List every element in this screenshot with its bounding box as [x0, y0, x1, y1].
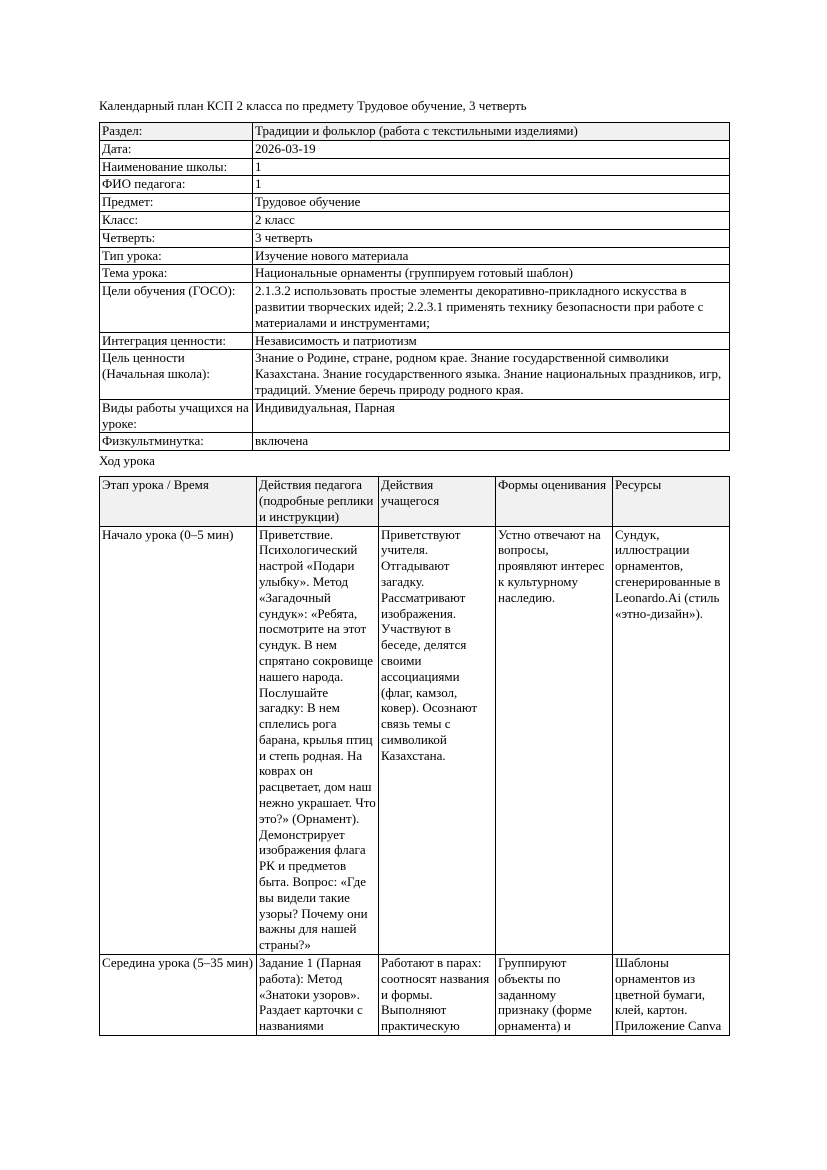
info-row-label: ФИО педагога:	[100, 176, 253, 194]
table-row	[100, 194, 730, 212]
info-row-value: Независимость и патриотизм	[253, 332, 730, 350]
info-row-value: Традиции и фольклор (работа с текстильными изделиями)	[253, 123, 730, 141]
info-row-value: 3 четверть	[253, 229, 730, 247]
document-page	[99, 97, 729, 1036]
table-row	[100, 399, 730, 433]
table-row	[100, 955, 730, 1036]
info-row-label: Цель ценности (Начальная школа):	[100, 350, 253, 399]
info-row-label: Интеграция ценности:	[100, 332, 253, 350]
info-row-label: Тип урока:	[100, 247, 253, 265]
info-row-value: 1	[253, 158, 730, 176]
info-row-label: Тема урока:	[100, 265, 253, 283]
table-row	[100, 176, 730, 194]
table-row	[100, 526, 730, 955]
assessment-cell: Группируют объекты по заданному признаку (форме орнамента) и	[496, 955, 613, 1036]
info-row-label: Дата:	[100, 140, 253, 158]
table-row	[100, 265, 730, 283]
stage-cell: Начало урока (0–5 мин)	[100, 526, 257, 955]
info-row-label: Раздел:	[100, 123, 253, 141]
assessment-cell: Устно отвечают на вопросы, проявляют интерес к культурному наследию.	[496, 526, 613, 955]
table-row	[100, 283, 730, 332]
info-row-label: Четверть:	[100, 229, 253, 247]
info-row-label: Физкультминутка:	[100, 433, 253, 451]
info-row-value: Изучение нового материала	[253, 247, 730, 265]
table-row	[100, 158, 730, 176]
table-row	[100, 140, 730, 158]
info-row-value: 2026-03-19	[253, 140, 730, 158]
info-row-value: Индивидуальная, Парная	[253, 399, 730, 433]
info-row-label: Цели обучения (ГОСО):	[100, 283, 253, 332]
lesson-header-teacher: Действия педагога (подробные реплики и инструкции)	[257, 477, 379, 526]
lesson-table-header-row	[100, 477, 730, 526]
info-row-value: включена	[253, 433, 730, 451]
section-heading: Ход урока	[99, 453, 155, 469]
info-row-value: 1	[253, 176, 730, 194]
info-row-value: 2 класс	[253, 211, 730, 229]
student-actions-cell: Приветствуют учителя. Отгадывают загадку. Рассматривают изображения. Участвуют в беседе, делятся своими ассоциациями (флаг, камзол, ковер). Осознают связь темы с символикой Казахстана.	[379, 526, 496, 955]
table-row	[100, 229, 730, 247]
stage-cell: Середина урока (5–35 мин)	[100, 955, 257, 1036]
info-row-value: Знание о Родине, стране, родном крае. Знание государственной символики Казахстана. Знание государственного языка. Знание национальных праздников, игр, традиций. Умение беречь природу родного края.	[253, 350, 730, 399]
resources-cell: Сундук, иллюстрации орнаментов, сгенерированные в Leonardo.Ai (стиль «этно-дизайн»).	[613, 526, 730, 955]
resources-cell: Шаблоны орнаментов из цветной бумаги, клей, картон. Приложение Canva	[613, 955, 730, 1036]
info-row-value: Национальные орнаменты (группируем готовый шаблон)	[253, 265, 730, 283]
info-row-label: Класс:	[100, 211, 253, 229]
table-row	[100, 123, 730, 141]
info-row-label: Предмет:	[100, 194, 253, 212]
lesson-header-student: Действия учащегося	[379, 477, 496, 526]
table-row	[100, 332, 730, 350]
info-row-value: Трудовое обучение	[253, 194, 730, 212]
table-row	[100, 433, 730, 451]
student-actions-cell: Работают в парах: соотносят названия и формы. Выполняют практическую	[379, 955, 496, 1036]
lesson-header-stage: Этап урока / Время	[100, 477, 257, 526]
info-row-label: Наименование школы:	[100, 158, 253, 176]
teacher-actions-cell: Приветствие. Психологический настрой «Подари улыбку». Метод «Загадочный сундук»: «Ребята, посмотрите на этот сундук. В нем спрятано сокровище нашего народа. Послушайте загадку: В нем сплелись рога барана, крылья птиц и степь родная. На коврах он расцветает, дом наш нежно украшает. Что это?» (Орнамент). Демонстрирует изображения флага РК и предметов быта. Вопрос: «Где вы видели такие узоры? Почему они важны для нашей страны?»	[257, 526, 379, 955]
teacher-actions-cell: Задание 1 (Парная работа): Метод «Знатоки узоров». Раздает карточки с названиями	[257, 955, 379, 1036]
table-row	[100, 211, 730, 229]
table-row	[100, 247, 730, 265]
page-title: Календарный план КСП 2 класса по предмету Трудовое обучение, 3 четверть	[99, 98, 527, 113]
info-table	[99, 122, 730, 451]
lesson-table	[99, 476, 730, 1036]
info-row-value: 2.1.3.2 использовать простые элементы декоративно-прикладного искусства в развитии творческих идей; 2.2.3.1 применять технику безопасности при работе с материалами и инструментами;	[253, 283, 730, 332]
lesson-header-assessment: Формы оценивания	[496, 477, 613, 526]
info-row-label: Виды работы учащихся на уроке:	[100, 399, 253, 433]
lesson-header-resources: Ресурсы	[613, 477, 730, 526]
table-row	[100, 350, 730, 399]
